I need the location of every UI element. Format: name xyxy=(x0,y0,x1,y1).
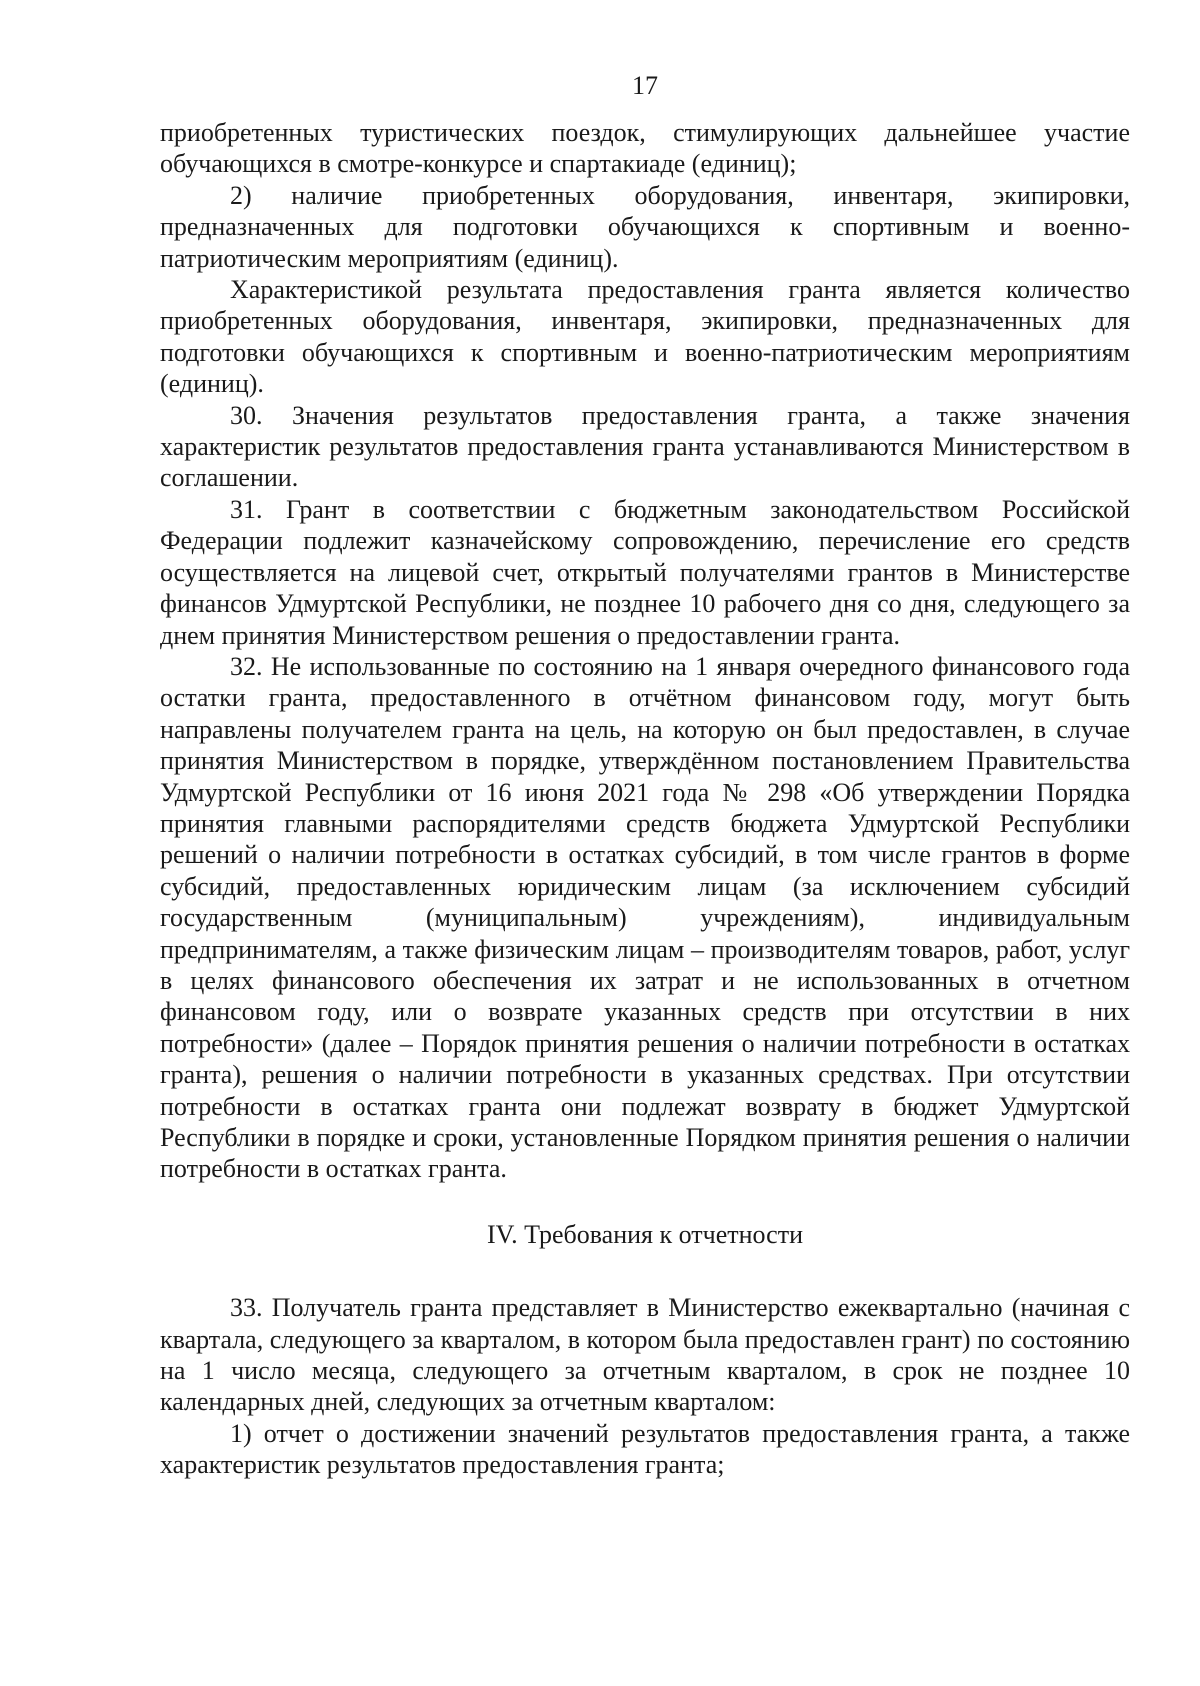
paragraph-30: 30. Значения результатов предоставления гранта, а также значения характеристик результатов предоставления гранта устанавливаются Министерством в соглашении. xyxy=(160,400,1130,493)
paragraph-32: 32. Не использованные по состоянию на 1 января очередного финансового года остатки гранта, предоставленного в отчётном финансовом году, могут быть направлены получателем гранта на цель, на которую он был предоставлен, в случае принятия Министерством в порядке, утверждённом постановлением Правительства Удмуртской Республики от 16 июня 2021 года № 298 «Об утверждении Порядка принятия главными распорядителями средств бюджета Удмуртской Республики решений о наличии потребности в остатках субсидий, в том числе грантов в форме субсидий, предоставленных юридическим лицам (за исключением субсидий государственным (муниципальным) учреждениям), индивидуальным предпринимателям, а также физическим лицам – производителям товаров, работ, услуг в целях финансового обеспечения их затрат и не использованных в отчетном финансовом году, или о возврате указанных средств при отсутствии в них потребности» (далее – Порядок принятия решения о наличии потребности в остатках гранта), решения о наличии потребности в указанных средствах. При отсутствии потребности в остатках гранта они подлежат возврату в бюджет Удмуртской Республики в порядке и сроки, установленные Порядком принятия решения о наличии потребности в остатках гранта. xyxy=(160,651,1130,1184)
paragraph-continuation: приобретенных туристических поездок, стимулирующих дальнейшее участие обучающихся в смотре-конкурсе и спартакиаде (единиц); xyxy=(160,118,1130,179)
paragraph-33-item-1: 1) отчет о достижении значений результатов предоставления гранта, а также характеристик результатов предоставления гранта; xyxy=(160,1418,1130,1480)
page-number: 17 xyxy=(632,71,658,100)
paragraph-31: 31. Грант в соответствии с бюджетным законодательством Российской Федерации подлежит казначейскому сопровождению, перечисление его средств осуществляется на лицевой счет, открытый получателями грантов в Министерстве финансов Удмуртской Республики, не позднее 10 рабочего дня со дня, следующего за днем принятия Министерством решения о предоставлении гранта. xyxy=(160,494,1130,650)
paragraph-item-2: 2) наличие приобретенных оборудования, инвентаря, экипировки, предназначенных для подготовки обучающихся к спортивным и военно-патриотическим мероприятиям (единиц). xyxy=(160,180,1130,273)
paragraph-characteristic: Характеристикой результата предоставления гранта является количество приобретенных оборудования, инвентаря, экипировки, предназначенных для подготовки обучающихся к спортивным и военно-патриотическим мероприятиям (единиц). xyxy=(160,275,1130,399)
document-page xyxy=(160,70,1130,1481)
section-heading: IV. Требования к отчетности xyxy=(486,1219,803,1249)
paragraph-33: 33. Получатель гранта представляет в Министерство ежеквартально (начиная с квартала, следующего за кварталом, в котором была предоставлен грант) по состоянию на 1 число месяца, следующего за отчетным кварталом, в срок не позднее 10 календарных дней, следующих за отчетным кварталом: xyxy=(160,1293,1130,1417)
